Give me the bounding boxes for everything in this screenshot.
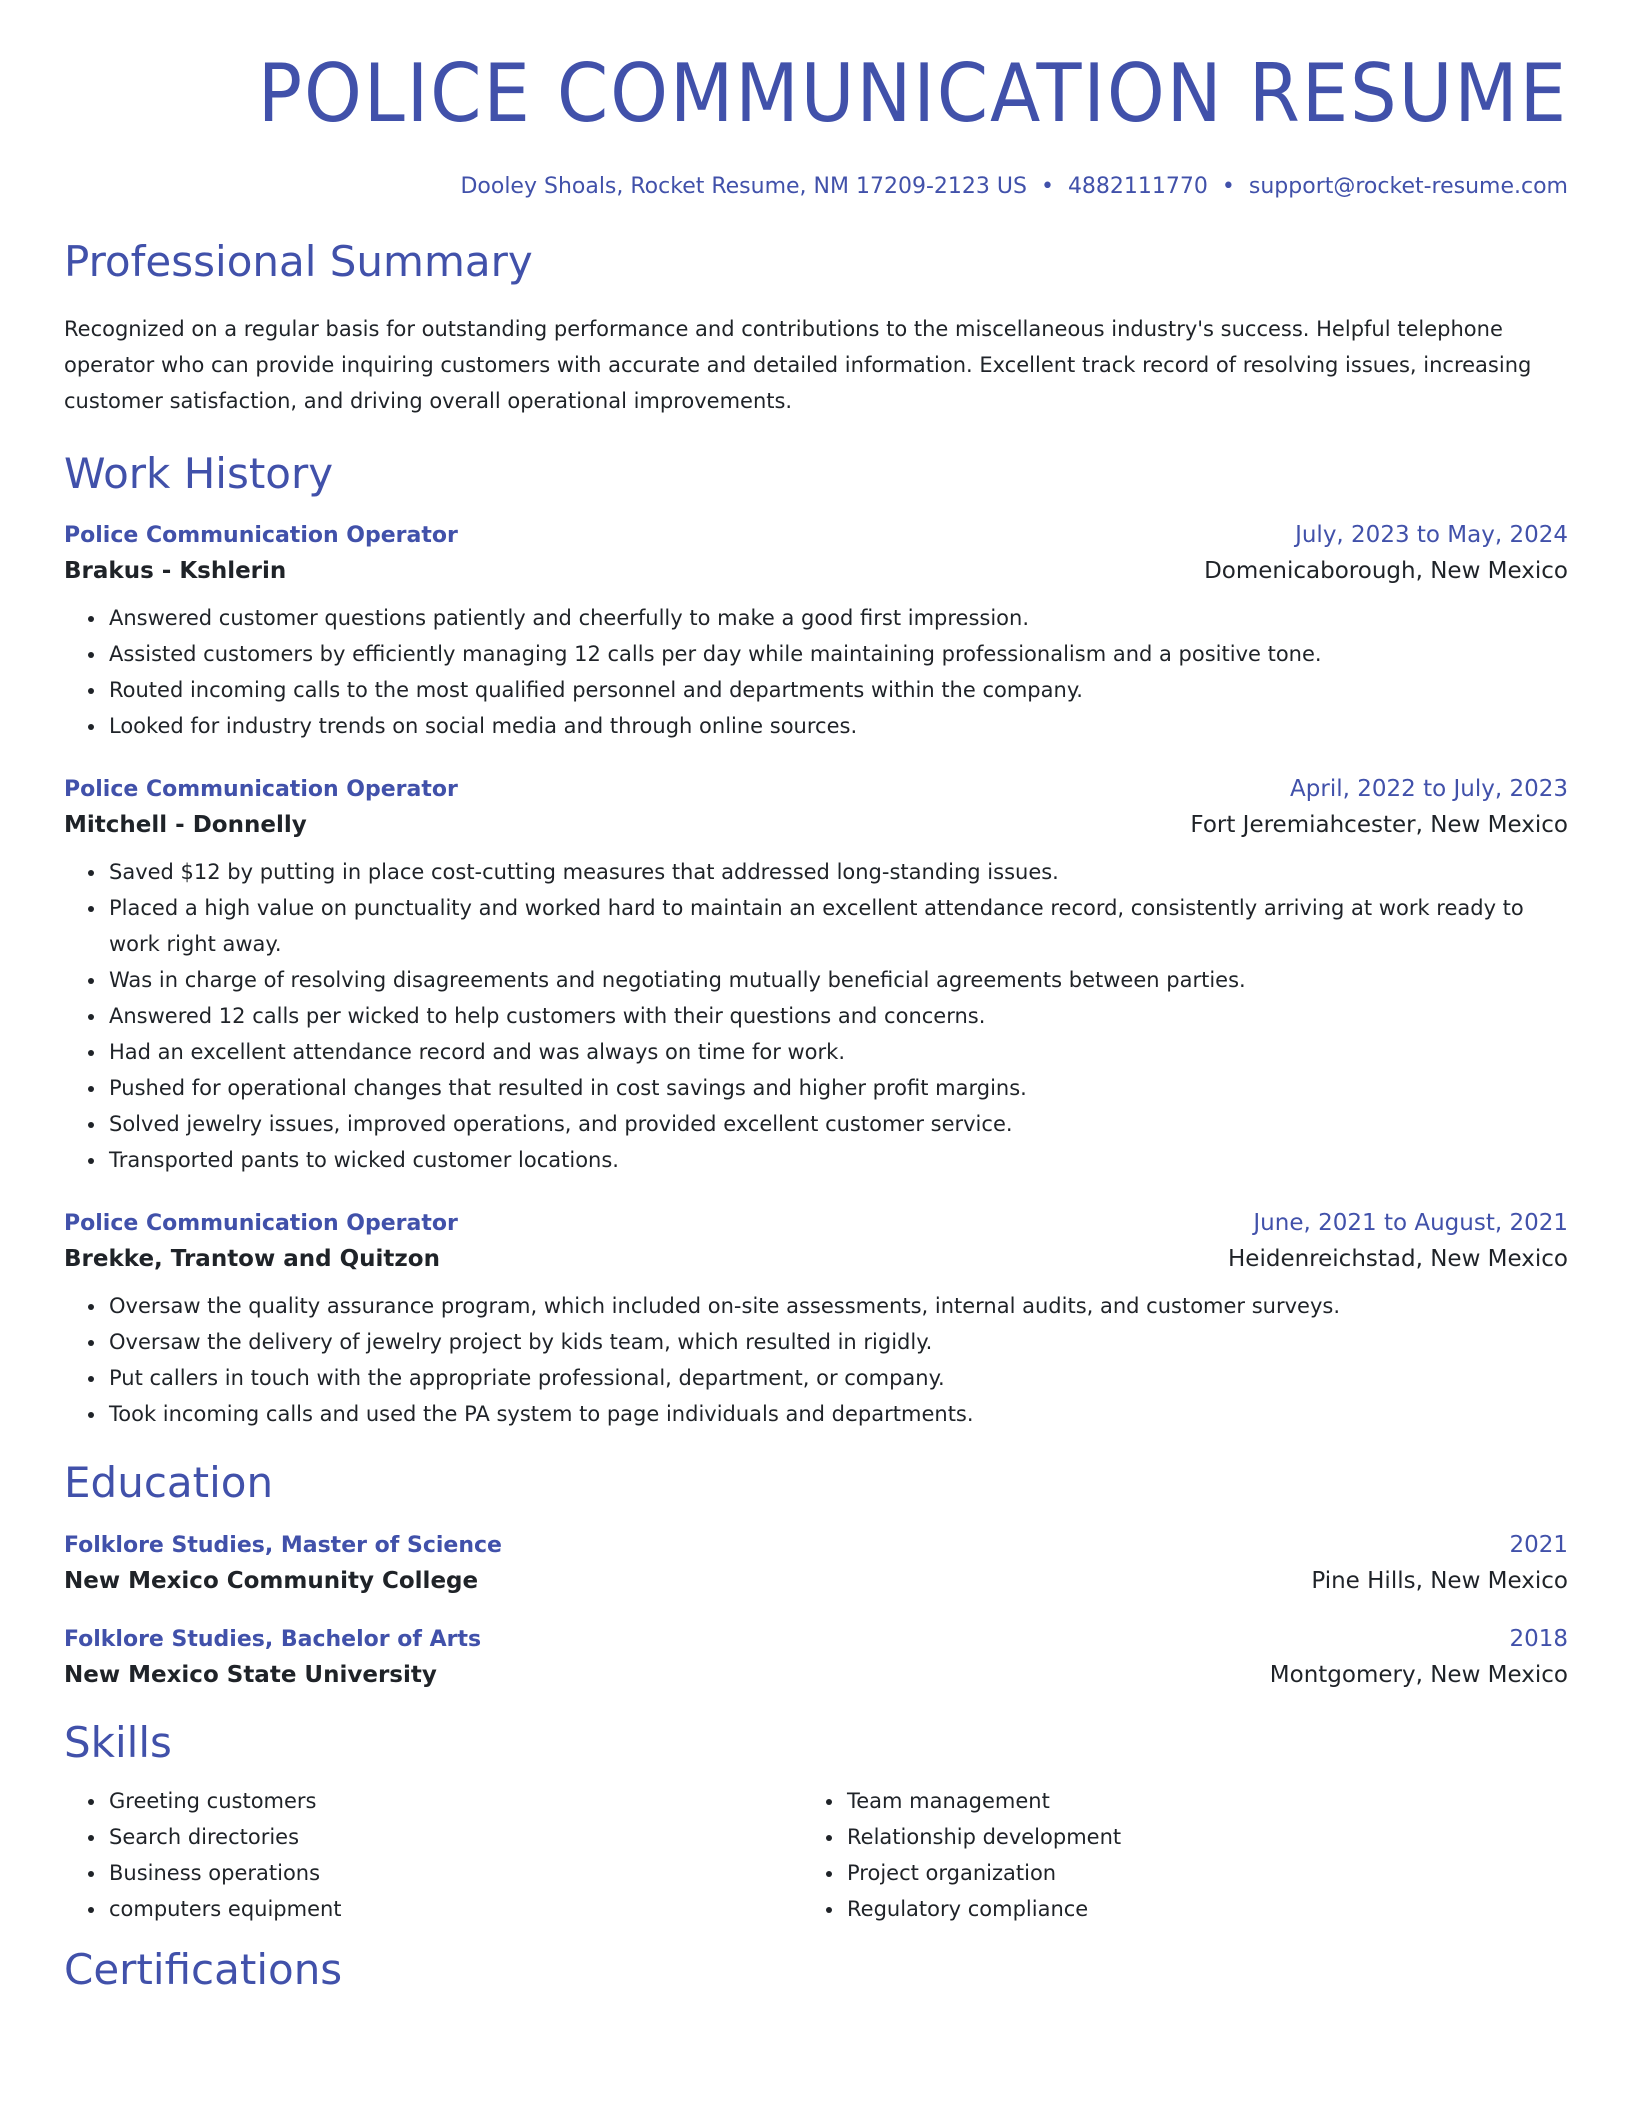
summary-text: Recognized on a regular basis for outstanding performance and contributions to the miscellaneous industry's success. Helpful telephone operator who can provide inquiring customers with accurate and detailed information. Excellent track record of resolving issues, increasing customer satisfaction, and driving overall operational improvements. — [64, 317, 1532, 414]
job-bullet: • Oversaw the delivery of jewelry project by kids team, which resulted in rigidly. — [107, 1324, 1568, 1360]
job-company-row — [64, 558, 1568, 584]
job-title: Police Communication Operator — [64, 776, 458, 802]
contact-line — [64, 174, 1568, 199]
education-school-row — [64, 1662, 1568, 1688]
skill-item: • Project organization — [845, 1855, 1540, 1891]
job-title-row — [64, 776, 1568, 802]
job-location: Fort Jeremiahcester, New Mexico — [1190, 811, 1568, 838]
job-entry — [64, 1210, 1568, 1432]
job-company-row — [64, 1246, 1568, 1272]
job-bullet: • Assisted customers by efficiently managing 12 calls per day while maintaining professionalism and a positive tone. — [107, 636, 1568, 672]
contact-separator: • — [1221, 174, 1235, 199]
skills-column-right — [802, 1783, 1540, 1927]
education-year: 2021 — [1509, 1532, 1568, 1559]
education-entry — [64, 1626, 1568, 1688]
job-bullet: • Transported pants to wicked customer locations. — [107, 1142, 1568, 1178]
job-bullet: • Answered 12 calls per wicked to help customers with their questions and concerns. — [107, 998, 1568, 1034]
resume-header — [64, 48, 1568, 199]
contact-email[interactable]: support@rocket-resume.com — [1248, 174, 1568, 199]
skills-grid — [64, 1783, 1568, 1927]
contact-separator: • — [1040, 174, 1054, 199]
job-bullet: • Saved $12 by putting in place cost-cutting measures that addressed long-standing issues. — [107, 854, 1568, 890]
skills-list — [802, 1783, 1540, 1927]
skills-column-left — [64, 1783, 802, 1927]
resume-title: POLICE COMMUNICATION RESUME — [257, 47, 1569, 140]
skill-item: • Regulatory compliance — [845, 1891, 1540, 1927]
job-bullet: • Took incoming calls and used the PA system to page individuals and departments. — [107, 1396, 1568, 1432]
education-degree-row — [64, 1532, 1568, 1558]
job-company: Brekke, Trantow and Quitzon — [64, 1245, 440, 1272]
job-bullet: • Routed incoming calls to the most qualified personnel and departments within the company. — [107, 672, 1568, 708]
job-title-row — [64, 1210, 1568, 1236]
skill-item: • Search directories — [107, 1819, 802, 1855]
job-bullets — [64, 1288, 1568, 1432]
job-bullet: • Answered customer questions patiently and cheerfully to make a good first impression. — [107, 600, 1568, 636]
education-entry — [64, 1532, 1568, 1594]
job-bullets — [64, 854, 1568, 1178]
education-location: Pine Hills, New Mexico — [1311, 1568, 1568, 1595]
certifications-heading: Certifications — [64, 1944, 343, 1994]
job-bullets — [64, 600, 1568, 744]
work-history-heading: Work History — [64, 449, 334, 499]
education-location: Montgomery, New Mexico — [1269, 1662, 1568, 1689]
job-bullet: • Pushed for operational changes that resulted in cost savings and higher profit margins. — [107, 1070, 1568, 1106]
job-dates: April, 2022 to July, 2023 — [1290, 775, 1568, 802]
skills-heading: Skills — [64, 1718, 172, 1768]
job-location: Domenicaborough, New Mexico — [1204, 557, 1568, 584]
skills-list — [64, 1783, 802, 1927]
skill-item: • computers equipment — [107, 1891, 802, 1927]
job-dates: July, 2023 to May, 2024 — [1295, 521, 1568, 548]
job-title: Police Communication Operator — [64, 522, 458, 548]
job-title: Police Communication Operator — [64, 1210, 458, 1236]
job-location: Heidenreichstad, New Mexico — [1228, 1245, 1568, 1272]
job-dates: June, 2021 to August, 2021 — [1253, 1209, 1568, 1236]
job-bullet: • Put callers in touch with the appropriate professional, department, or company. — [107, 1360, 1568, 1396]
job-company: Brakus - Kshlerin — [64, 557, 287, 584]
job-bullet: • Was in charge of resolving disagreements and negotiating mutually beneficial agreements between parties. — [107, 962, 1568, 998]
job-company: Mitchell - Donnelly — [64, 811, 307, 838]
education-year: 2018 — [1509, 1626, 1568, 1653]
skill-item: • Business operations — [107, 1855, 802, 1891]
contact-phone: 4882111770 — [1067, 174, 1208, 199]
education-degree: Folklore Studies, Master of Science — [64, 1533, 502, 1559]
job-entry — [64, 776, 1568, 1178]
skill-item: • Greeting customers — [107, 1783, 802, 1819]
job-bullet: • Placed a high value on punctuality and worked hard to maintain an excellent attendance record, consistently arriving at work ready to work right away. — [107, 890, 1568, 962]
education-degree-row — [64, 1626, 1568, 1652]
education-heading: Education — [64, 1457, 274, 1507]
skill-item: • Team management — [845, 1783, 1540, 1819]
job-bullet: • Oversaw the quality assurance program, which included on-site assessments, internal audits, and customer surveys. — [107, 1288, 1568, 1324]
job-title-row — [64, 522, 1568, 548]
job-bullet: • Had an excellent attendance record and was always on time for work. — [107, 1034, 1568, 1070]
job-bullet: • Looked for industry trends on social media and through online sources. — [107, 708, 1568, 744]
education-school: New Mexico Community College — [64, 1568, 479, 1595]
contact-address: Dooley Shoals, Rocket Resume, NM 17209-2123 US — [460, 174, 1027, 199]
education-degree: Folklore Studies, Bachelor of Arts — [64, 1627, 482, 1653]
summary-heading: Professional Summary — [64, 237, 533, 286]
skill-item: • Relationship development — [845, 1819, 1540, 1855]
education-school-row — [64, 1568, 1568, 1594]
education-school: New Mexico State University — [64, 1662, 437, 1689]
job-bullet: • Solved jewelry issues, improved operations, and provided excellent customer service. — [107, 1106, 1568, 1142]
job-company-row — [64, 812, 1568, 838]
job-entry — [64, 522, 1568, 744]
